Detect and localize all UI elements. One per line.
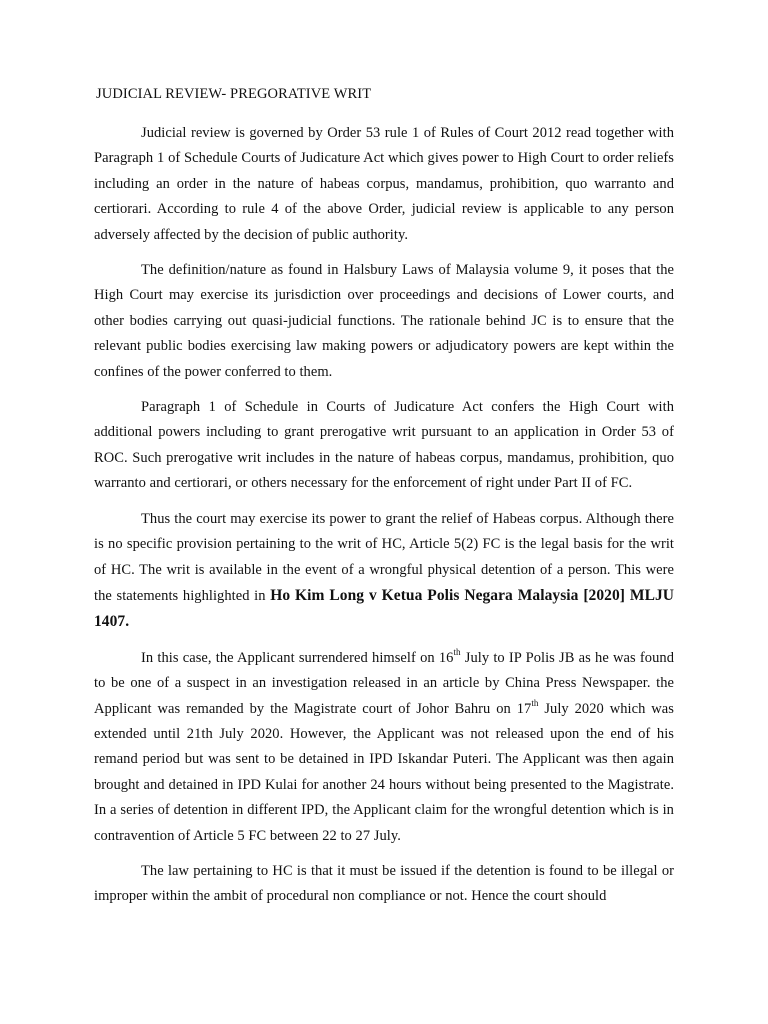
paragraph-6: The law pertaining to HC is that it must be issued if the detention is found to be illegal or improper within the ambit of procedural non compliance or not. Hence the court should [94,862,674,905]
ordinal-suffix-2: th [531,697,539,708]
paragraph-5-part-b: July to IP Polis JB as he was found to be one of a suspect in an investigation released in an article by China Press Newspaper. the Applicant was remanded by the Magistrate court of Johor Bahru on 17 [94,649,674,717]
paragraph-5-part-c: July 2020 which was extended until 21th July 2020. However, the Applicant was not released upon the end of his remand period but was sent to be detained in IPD Iskandar Puteri. The Applicant was then again brought and detained in IPD Kulai for another 24 hours without being presented to the Magistrate. In a series of detention in different IPD, the Applicant claim for the wrongful detention which is in contravention of Article 5 FC between 22 to 27 July. [94,700,674,844]
paragraph-4-text: Thus the court may exercise its power to grant the relief of Habeas corpus. Although there is no specific provision pertaining to the writ of HC, Article 5(2) FC is the legal basis for the writ of HC. The writ is available in the event of a wrongful physical detention of a person. This were the statements highlighted in [94,510,674,604]
paragraph-5-part-a: In this case, the Applicant surrendered himself on 16 [141,649,454,666]
paragraph-3: Paragraph 1 of Schedule in Courts of Judicature Act confers the High Court with additional powers including to grant prerogative writ pursuant to an application in Order 53 of ROC. Such prerogative writ includes in the nature of habeas corpus, mandamus, prohibition, quo warranto and certiorari, or others necessary for the enforcement of right under Part II of FC. [94,399,674,492]
paragraph-4 [94,507,674,636]
paragraph-2: The definition/nature as found in Halsbury Laws of Malaysia volume 9, it poses that the High Court may exercise its jurisdiction over proceedings and decisions of Lower courts, and other bodies carrying out quasi-judicial functions. The rationale behind JC is to ensure that the relevant public bodies exercising law making powers or adjudicatory powers are kept within the confines of the power conferred to them. [94,262,674,380]
paragraph-5 [94,646,674,849]
ordinal-suffix-1: th [453,646,461,657]
case-citation: Ho Kim Long v Ketua Polis Negara Malaysia [2020] MLJU 1407. [94,586,674,631]
document-title: JUDICIAL REVIEW- PREGORATIVE WRIT [96,86,372,102]
paragraph-1: Judicial review is governed by Order 53 rule 1 of Rules of Court 2012 read together with Paragraph 1 of Schedule Courts of Judicature Act which gives power to High Court to order reliefs including an order in the nature of habeas corpus, mandamus, prohibition, quo warranto and certiorari. According to rule 4 of the above Order, judicial review is applicable to any person adversely affected by the decision of public authority. [94,125,674,243]
